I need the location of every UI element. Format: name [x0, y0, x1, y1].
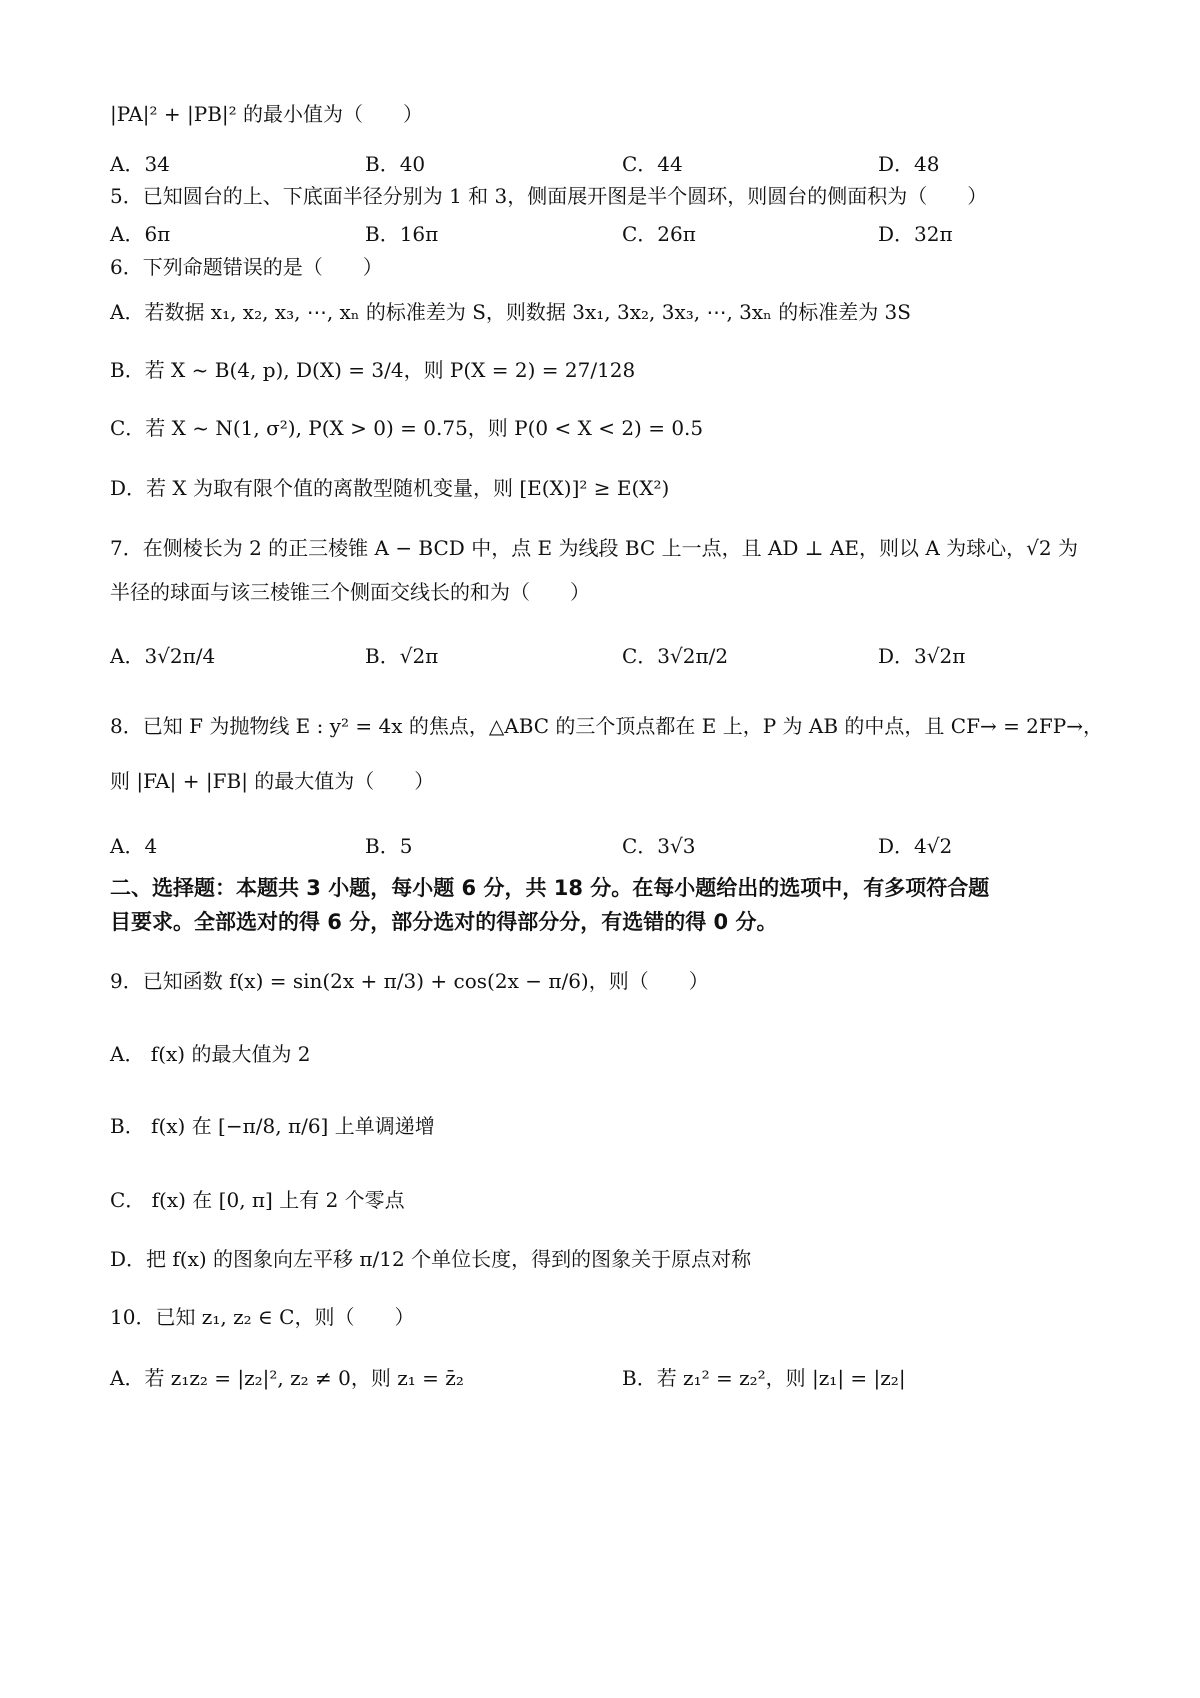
q7-option-a: A．3√2π/4: [110, 644, 216, 668]
q4-options: [110, 148, 1110, 178]
q6-option-c: C．若 X ~ N(1, σ²), P(X > 0) = 0.75，则 P(0 < X < 2) = 0.5: [110, 416, 704, 440]
q9-option-b: B． f(x) 在 [−π/8, π/6] 上单调递增: [110, 1114, 435, 1138]
q7-option-c: C．3√2π/2: [622, 644, 729, 668]
q7-stem-line2: 半径的球面与该三棱锥三个侧面交线长的和为（ ）: [110, 580, 590, 604]
section-2-heading-line2: 目要求。全部选对的得 6 分，部分选对的得部分分，有选错的得 0 分。: [110, 910, 778, 934]
q9-option-a: A． f(x) 的最大值为 2: [110, 1042, 311, 1066]
q8-stem-line2: 则 |FA| + |FB| 的最大值为（ ）: [110, 769, 435, 793]
q9-option-d: D．把 f(x) 的图象向左平移 π/12 个单位长度，得到的图象关于原点对称: [110, 1247, 752, 1271]
q8-stem-line1: 8．已知 F 为抛物线 E : y² = 4x 的焦点，△ABC 的三个顶点都在 E 上，P 为 AB 的中点，且 CF→ = 2FP→，: [110, 714, 1103, 738]
q10-option-b: B．若 z₁² = z₂²，则 |z₁| = |z₂|: [622, 1366, 906, 1390]
q6-option-a: A．若数据 x₁, x₂, x₃, ⋯, xₙ 的标准差为 S，则数据 3x₁, 3x₂, 3x₃, ⋯, 3xₙ 的标准差为 3S: [110, 300, 911, 324]
q5-option-d: D．32π: [878, 222, 953, 246]
q8-option-c: C．3√3: [622, 834, 696, 858]
q8-options: [110, 830, 1110, 860]
q4-option-d: D．48: [878, 152, 940, 176]
q5-option-a: A．6π: [110, 222, 171, 246]
q5-options: [110, 218, 1110, 248]
q6-option-d: D．若 X 为取有限个值的离散型随机变量，则 [E(X)]² ≥ E(X²): [110, 476, 670, 500]
q7-option-d: D．3√2π: [878, 644, 966, 668]
q5-option-b: B．16π: [365, 222, 439, 246]
q8-option-a: A．4: [110, 834, 158, 858]
q8-option-d: D．4√2: [878, 834, 953, 858]
q10-stem: 10．已知 z₁, z₂ ∈ C，则（ ）: [110, 1305, 415, 1329]
q10-option-a: A．若 z₁z₂ = |z₂|², z₂ ≠ 0，则 z₁ = z̄₂: [110, 1366, 464, 1390]
q9-option-c: C． f(x) 在 [0, π] 上有 2 个零点: [110, 1188, 405, 1212]
q5-stem: 5．已知圆台的上、下底面半径分别为 1 和 3，侧面展开图是半个圆环，则圆台的侧面积为（ ）: [110, 184, 988, 208]
q5-option-c: C．26π: [622, 222, 696, 246]
section-2-heading-line1: 二、选择题：本题共 3 小题，每小题 6 分，共 18 分。在每小题给出的选项中，有多项符合题: [110, 876, 990, 900]
q7-stem-line1: 7．在侧棱长为 2 的正三棱锥 A − BCD 中，点 E 为线段 BC 上一点，且 AD ⊥ AE，则以 A 为球心，√2 为: [110, 536, 1078, 560]
q4-option-c: C．44: [622, 152, 683, 176]
q4-stem-tail: |PA|² + |PB|² 的最小值为（ ）: [110, 102, 424, 126]
q8-option-b: B．5: [365, 834, 413, 858]
q7-options: [110, 640, 1110, 674]
q4-option-a: A．34: [110, 152, 170, 176]
q6-option-b: B．若 X ~ B(4, p), D(X) = 3/4，则 P(X = 2) = 27/128: [110, 358, 636, 382]
q7-option-b: B．√2π: [365, 644, 439, 668]
q4-option-b: B．40: [365, 152, 426, 176]
q10-options: [110, 1362, 1110, 1396]
q6-stem: 6．下列命题错误的是（ ）: [110, 255, 383, 279]
q9-stem: 9．已知函数 f(x) = sin(2x + π/3) + cos(2x − π/6)，则（ ）: [110, 969, 709, 993]
